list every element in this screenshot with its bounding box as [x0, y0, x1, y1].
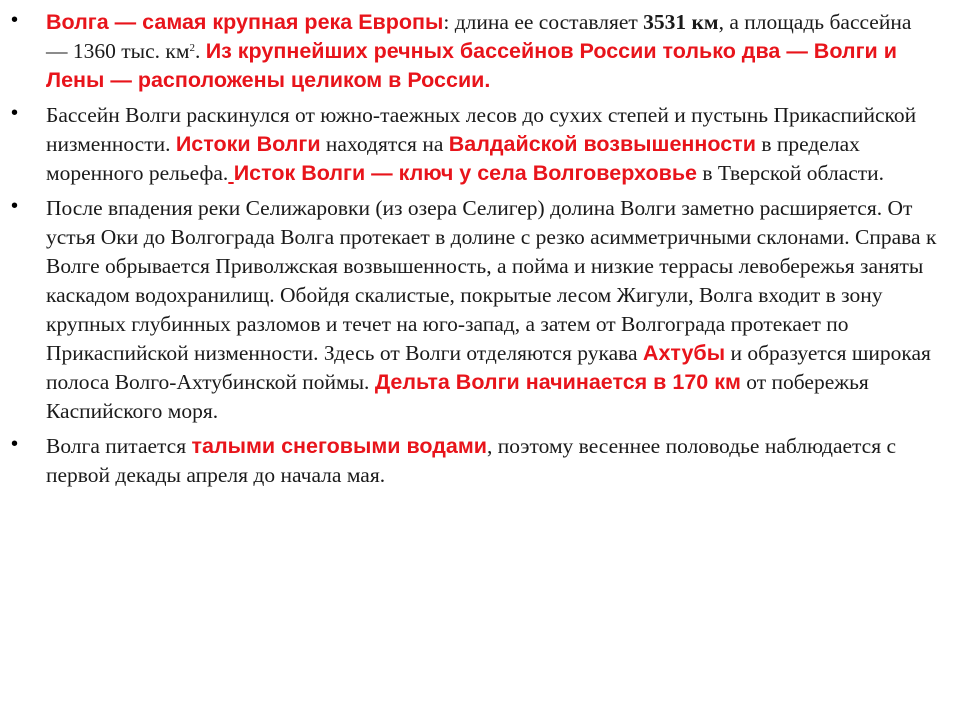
superscript: 2 — [189, 42, 195, 54]
text: от побережья Каспийского моря. — [46, 370, 869, 423]
text: . — [194, 39, 206, 63]
bullet-dot-icon: • — [11, 433, 19, 455]
highlight-snowmelt: талыми снеговыми водами — [191, 434, 487, 458]
bullet-volga-size — [0, 8, 938, 95]
text: , поэтому весеннее половодье наблюдается с первой декады апреля до начала мая. — [46, 434, 897, 487]
text: находятся на — [320, 132, 449, 156]
bullet-dot-icon: • — [11, 195, 19, 217]
highlight-spring: Исток Волги — ключ у села Волговерховье — [233, 161, 697, 185]
text: Волга питается — [46, 434, 192, 458]
highlight-delta: Дельта Волги начинается в 170 км — [374, 370, 741, 394]
bullet-volga-feeding — [0, 432, 938, 490]
bullet-dot-icon: • — [11, 9, 19, 31]
length-value: 3531 км — [643, 10, 719, 34]
text: : длина ее составляет — [443, 10, 644, 34]
bullet-dot-icon: • — [11, 102, 19, 124]
bullet-volga-valley — [0, 194, 938, 426]
text: , а площадь бассейна — 1360 тыс. км — [46, 10, 912, 63]
text: После впадения реки Селижаровки (из озера Селигер) долина Волги заметно расширяется. От устья Оки до Волгограда Волга протекает в долине с резко асимметричными склонами. Справа к Волге обрывается Приволжская возвышенность, а пойма и низкие террасы левобережья заняты каскадом водохранилищ. Обойдя скалистые, покрытые лесом Жигули, Волга входит в зону крупных глубинных разломов и течет на юго-запад, а затем от Волгограда протекает по Прикаспийской низменности. Здесь от Волги отделяются рукава — [46, 196, 937, 365]
text: и образуется широкая полоса Волго-Ахтубинской поймы. — [46, 341, 931, 394]
bullet-volga-basin — [0, 101, 938, 188]
highlight-valdai: Валдайской возвышенности — [448, 132, 756, 156]
text: Бассейн Волги раскинулся от южно-таежных лесов до сухих степей и пустынь Прикаспийской низменности. — [46, 103, 917, 156]
text: в пределах моренного рельефа. — [46, 132, 860, 185]
bullet-list — [0, 8, 938, 490]
highlight-volga-largest: Волга — самая крупная река Европы — [46, 10, 444, 34]
text: в Тверской области. — [697, 161, 885, 185]
highlight-sources: Истоки Волги — [175, 132, 321, 156]
highlight-akhtuba: Ахтубы — [642, 341, 726, 365]
highlight-basins: Из крупнейших речных бассейнов России только два — Волги и Лены — расположены целиком в России. — [46, 39, 897, 92]
